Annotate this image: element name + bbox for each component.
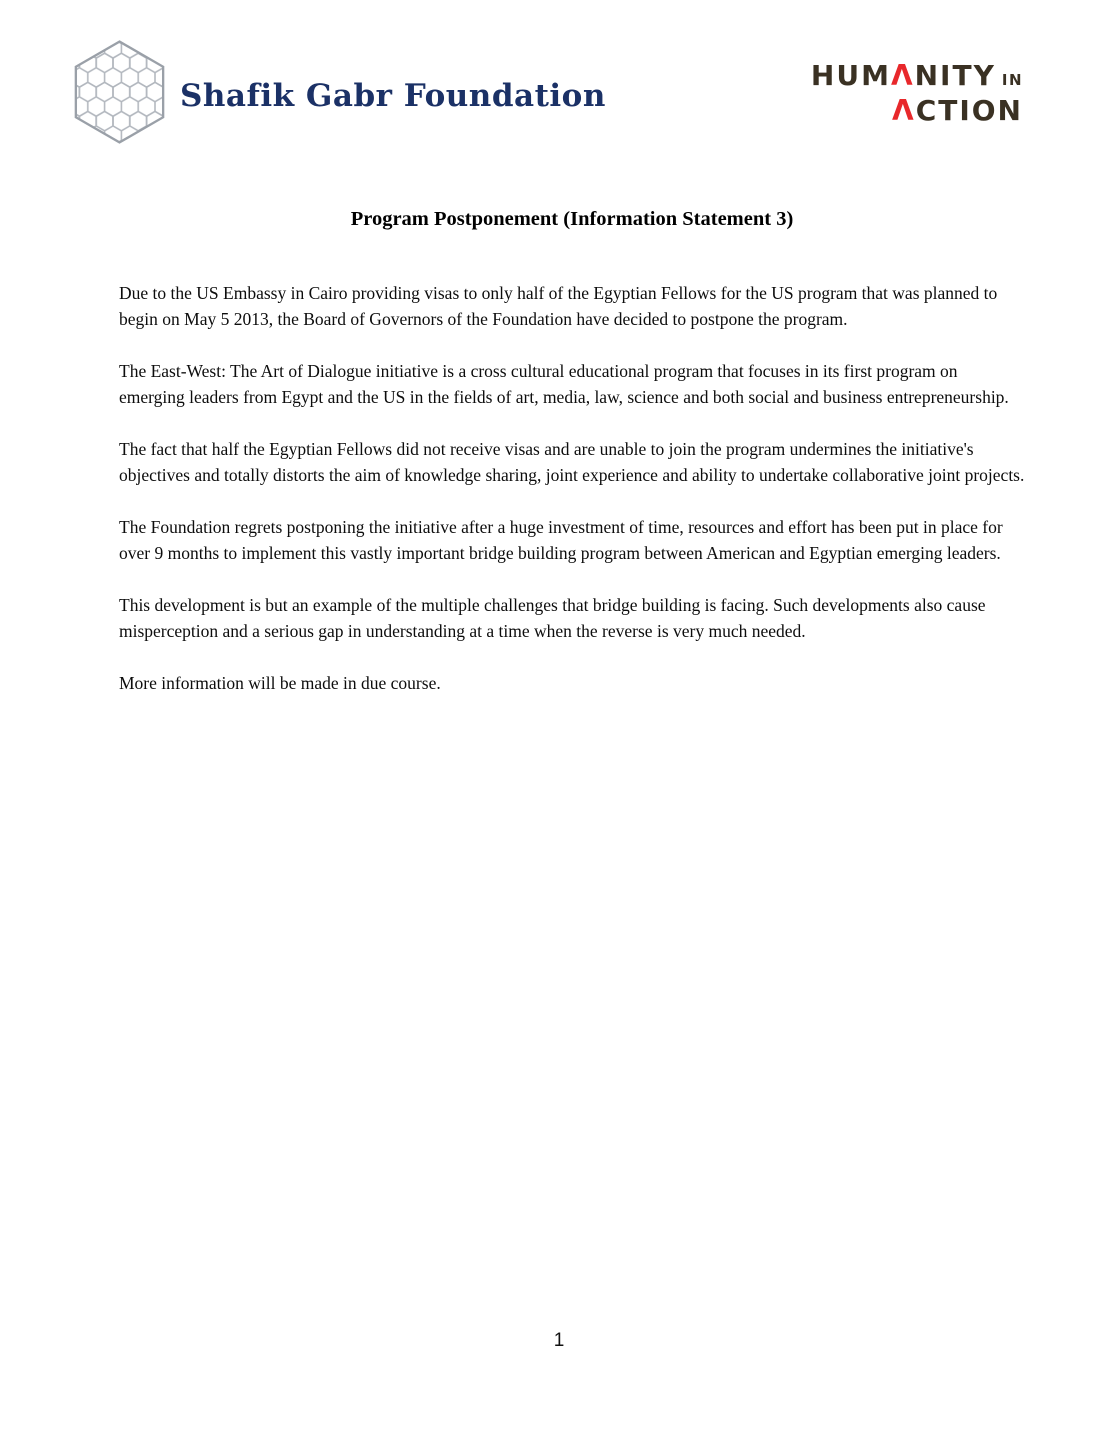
humanity-in-action-logo	[810, 59, 1023, 127]
foundation-wordmark: Shafik Gabr Foundation	[180, 78, 606, 114]
shafik-gabr-foundation-logo-icon	[71, 38, 168, 146]
paragraph-2: The East-West: The Art of Dialogue initiative is a cross cultural educational program that focuses in its first program on emerging leaders from Egypt and the US in the fields of art, media, law, science and both social and business entrepreneurship.	[119, 361, 1009, 407]
hia-logo-line1	[810, 59, 1023, 92]
hia-red-lambda-icon: Λ	[892, 94, 916, 127]
hia-text-ction: CTION	[915, 94, 1023, 127]
hia-logo-line2	[811, 94, 1023, 127]
hia-text-hum: HUM	[810, 59, 891, 92]
paragraph-1: Due to the US Embassy in Cairo providing visas to only half of the Egyptian Fellows for the US program that was planned to begin on May 5 2013, the Board of Governors of the Foundation have decided to postpone the program.	[119, 283, 998, 329]
paragraph-6: More information will be made in due course.	[119, 673, 441, 693]
hia-text-nity: NITY	[914, 59, 996, 92]
paragraph-3: The fact that half the Egyptian Fellows did not receive visas and are unable to join the program undermines the initiative's objectives and totally distorts the aim of knowledge sharing, joint experience and ability to undertake collaborative joint projects.	[119, 439, 1025, 485]
hia-text-in: IN	[1001, 71, 1023, 89]
hia-red-lambda-icon: Λ	[890, 59, 915, 92]
document-body	[119, 280, 1025, 722]
paragraph-5: This development is but an example of the multiple challenges that bridge building is facing. Such developments also cause misperception and a serious gap in understanding at a time when the reverse is very much needed.	[119, 595, 986, 641]
page-number: 1	[553, 1330, 565, 1351]
paragraph-4: The Foundation regrets postponing the initiative after a huge investment of time, resources and effort has been put in place for over 9 months to implement this vastly important bridge building program between American and Egyptian emerging leaders.	[119, 517, 1003, 563]
document-title: Program Postponement (Information Statement 3)	[350, 208, 794, 230]
